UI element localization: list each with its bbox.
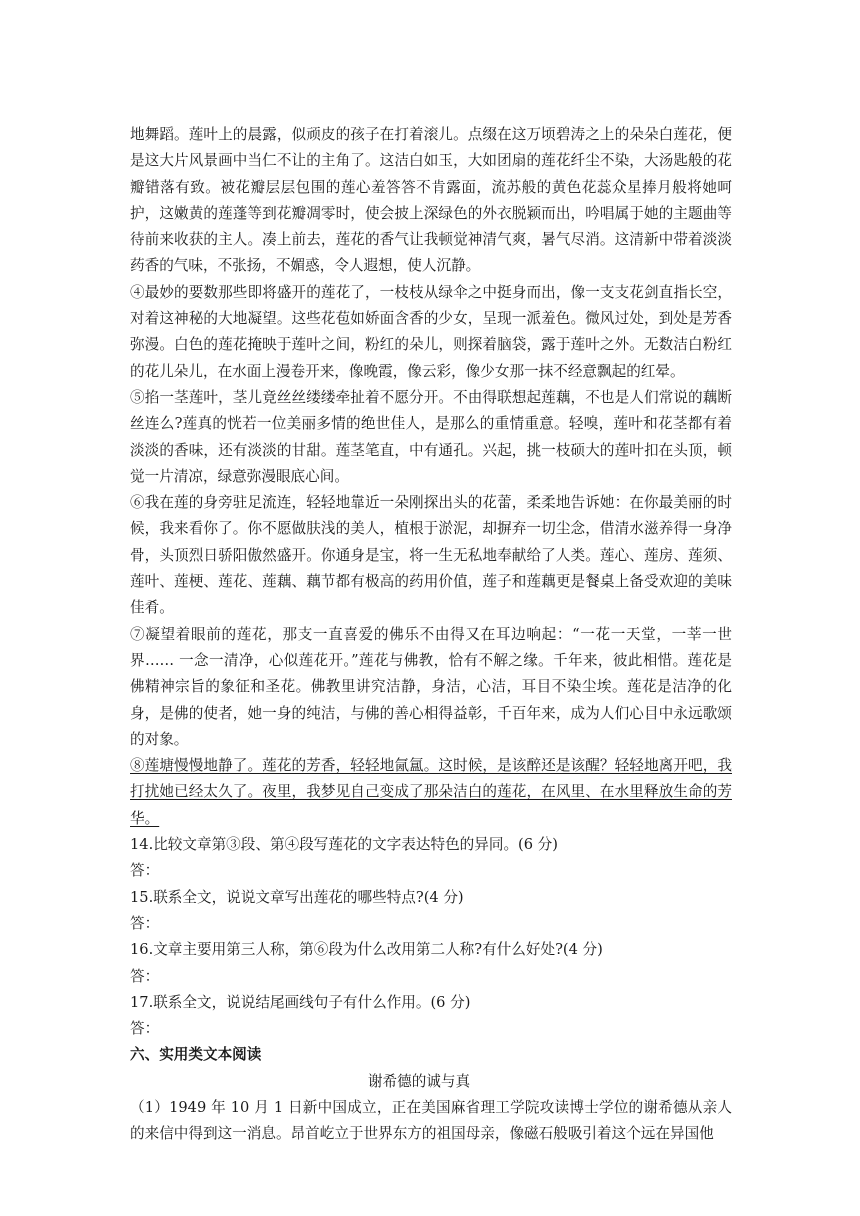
article-title: 谢希德的诚与真 [367,1072,471,1090]
question-14: 14.比较文章第③段、第④段写莲花的文字表达特色的异同。(6 分) [130,836,558,854]
answer-label-14: 答： [130,862,160,880]
passage-paragraph: ⑤掐一茎莲叶，茎儿竟丝丝缕缕牵扯着不愿分开。不由得联想起莲藕，不也是人们常说的藕断丝连么?莲真的恍若一位美丽多情的绝世佳人，是那么的重情重意。轻嗅，莲叶和花茎都有着淡淡的香味，还有淡淡的甘甜。莲茎笔直，中有通孔。兴起，挑一枝硕大的莲叶扣在头顶，顿觉一片清凉，绿意弥漫眼底心间。 [130,388,732,485]
passage-paragraph: 地舞蹈。莲叶上的晨露，似顽皮的孩子在打着滚儿。点缀在这万顷碧涛之上的朵朵白莲花，便是这大片风景画中当仁不让的主角了。这洁白如玉，大如团扇的莲花纤尘不染，大汤匙般的花瓣错落有致。被花瓣层层包围的莲心羞答答不肯露面，流苏般的黄色花蕊众星捧月般将她呵护，这嫩黄的莲蓬等到花瓣凋零时，使会披上深绿色的外衣脱颖而出，吟唱属于她的主题曲等待前来收获的主人。凑上前去，莲花的香气让我顿觉神清气爽，暑气尽消。这清新中带着淡淡药香的气味，不张扬，不媚惑，令人遐想，使人沉静。 [130,126,732,275]
passage-paragraph: ④最妙的要数那些即将盛开的莲花了，一枝枝从绿伞之中挺身而出，像一支支花剑直指长空，对着这神秘的大地凝望。这些花苞如娇面含香的少女，呈现一派羞色。微风过处，到处是芳香弥漫。白色的莲花掩映于莲叶之间，粉红的朵儿，则探着脑袋，露于莲叶之外。无数洁白粉红的花儿朵儿，在水面上漫卷开来，像晚霞，像云彩，像少女那一抹不经意飘起的红晕。 [130,283,732,380]
section-heading: 六、实用类文本阅读 [130,1046,262,1064]
question-17: 17.联系全文，说说结尾画线句子有什么作用。(6 分) [130,993,471,1011]
passage-paragraph: ⑦凝望着眼前的莲花，那支一直喜爱的佛乐不由得又在耳边响起：“一花一天堂，一莘一世界…… 一念一清净，心似莲花开。”莲花与佛教，恰有不解之缘。千年来，彼此相惜。莲花是佛精神宗旨的象征和圣花。佛教里讲究洁静，身洁，心洁，耳目不染尘埃。莲花是洁净的化身，是佛的使者，她一身的纯洁，与佛的善心相得益彰，千百年来，成为人们心目中永远歌颂的对象。 [130,625,732,748]
answer-label-17: 答： [130,1020,160,1038]
passage-underlined-paragraph: ⑧莲塘慢慢地静了。莲花的芳香，轻轻地氤氲。这时候，是该醉还是该醒？轻轻地离开吧，我打扰她已经太久了。夜里，我梦见自己变成了那朵洁白的莲花，在风里、在水里释放生命的芳华。 [130,757,732,827]
document-page [130,122,732,1148]
question-15: 15.联系全文，说说文章写出莲花的哪些特点?(4 分) [130,888,464,906]
answer-label-15: 答： [130,914,160,932]
answer-label-16: 答： [130,967,160,985]
question-16: 16.文章主要用第三人称，第⑥段为什么改用第二人称?有什么好处?(4 分) [130,941,603,959]
article-paragraph: （1）1949 年 10 月 1 日新中国成立，正在美国麻省理工学院攻读博士学位的谢希德从亲人的来信中得到这一消息。昂首屹立于世界东方的祖国母亲，像磁石般吸引着这个远在异国他 [130,1098,732,1143]
passage-paragraph: ⑥我在莲的身旁驻足流连，轻轻地靠近一朵刚探出头的花蕾，柔柔地告诉她：在你最美丽的时候，我来看你了。你不愿做肤浅的美人，植根于淤泥，却摒弃一切尘念，借清水滋养得一身净骨，头顶烈日骄阳傲然盛开。你通身是宝，将一生无私地奉献给了人类。莲心、莲房、莲须、莲叶、莲梗、莲花、莲藕、藕节都有极高的药用价值，莲子和莲藕更是餐桌上备受欢迎的美味佳肴。 [130,494,732,617]
